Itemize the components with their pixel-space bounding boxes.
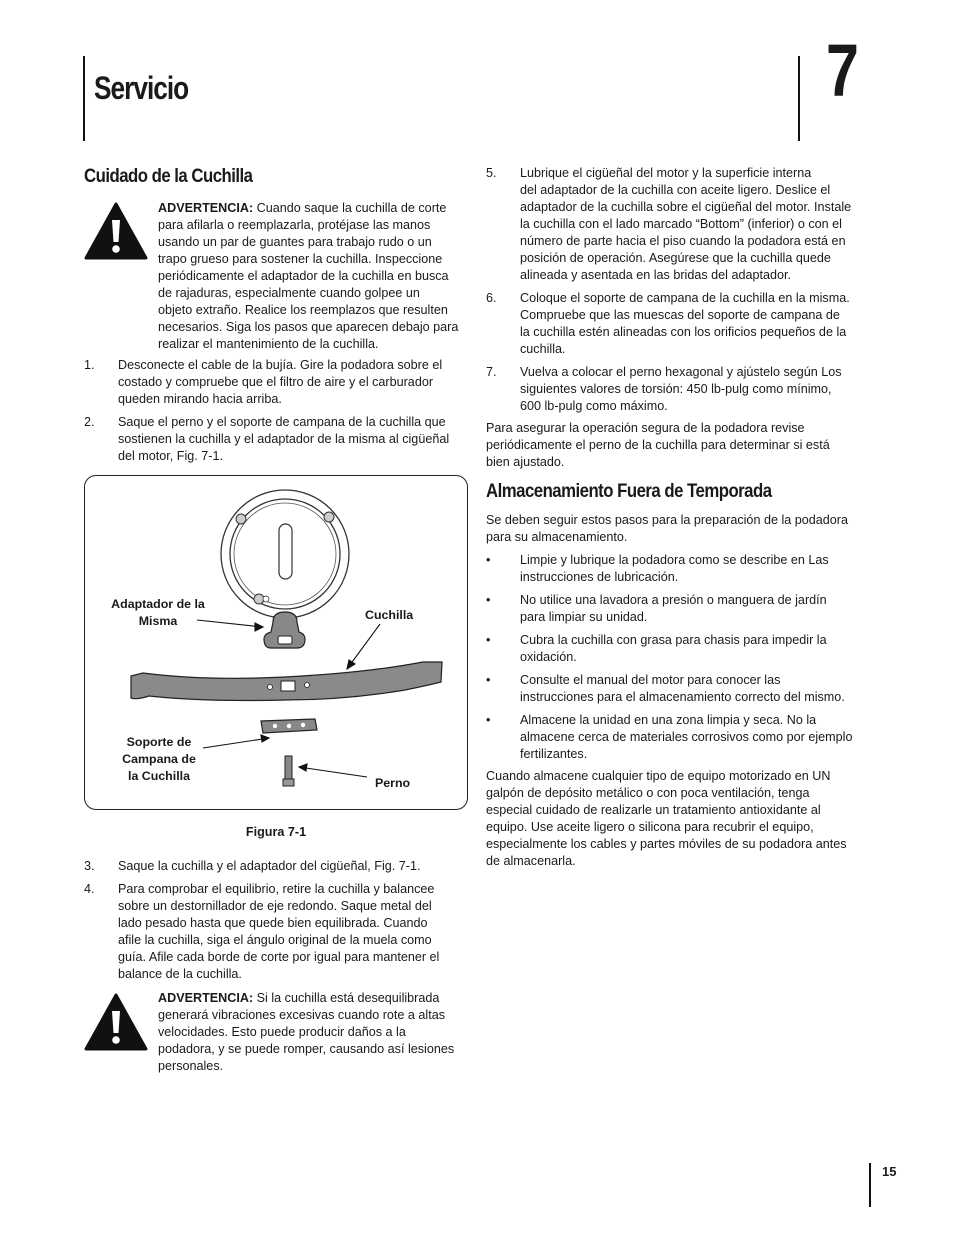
list-marker: 5. [486,166,497,180]
warning-triangle-icon [84,202,148,260]
text-line: Consulte el manual del motor para conocer las [520,673,781,687]
text-line: del adaptador de la cuchilla con aceite ligero. Deslice el [520,183,831,197]
header-rule-left [83,56,85,141]
text-line: para limpiar su unidad. [520,610,648,624]
text-line: guía. Afile cada borde de corte por igual para mantener el [118,950,440,964]
text-line: lado pesado hasta que quede bien equilibrada. Cuando [118,916,428,930]
text-line: No utilice una lavadora a presión o manguera de jardín [520,593,827,607]
text-line: de rajaduras, especialmente cuando golpee un [158,286,420,300]
list-marker: • [486,553,491,567]
warning-text-line [158,990,470,1007]
paragraph-storage-intro [486,512,876,546]
paragraph-storage-closing [486,768,876,870]
bolt-icon [283,756,294,786]
text-line: Desconecte el cable de la bujía. Gire la podadora sobre el [118,358,443,372]
text-line: Cubra la cuchilla con grasa para chasis para impedir la [520,633,827,647]
list-marker: • [486,593,491,607]
text-line: podadora, y se puede romper, causando así lesiones [158,1042,455,1056]
label-soporte: Soporte de Campana de la Cuchilla [122,735,196,783]
text-line: Saque la cuchilla y el adaptador del cigüeñal, Fig. 7-1. [118,859,421,873]
text-line: Cuando almacene cualquier tipo de equipo motorizado en UN [486,769,831,783]
text-line: balance de la cuchilla. [118,967,242,981]
text-line: usando un par de guantes para trabajo rudo o un [158,235,432,249]
list-marker: • [486,713,491,727]
text-line: adaptador de la cuchilla sobre el cigüeñal del motor. Instale [520,200,852,214]
text-line: instrucciones de lubricación. [520,570,679,584]
warning-label: ADVERTENCIA: [158,201,254,215]
text-line: especial cuidado de realizarle un tratamiento antioxidante al [486,803,821,817]
text-line: oxidación. [520,650,577,664]
text-line: periódicamente el perno de la cuchilla para determinar si está [486,438,830,452]
header-rule-right [798,56,800,141]
text-line: Compruebe que las muescas del soporte de campana de [520,308,840,322]
text-line: para afilarla o reemplazarla, protéjase las manos [158,218,431,232]
text-line: costado y compruebe que el filtro de aire y el carburador [118,375,434,389]
list-marker: 2. [84,415,95,429]
list-marker: • [486,633,491,647]
blade-bell-support-icon [261,719,317,733]
text-line: la cuchilla con el lado marcado “Bottom” (inferior) o con el [520,217,842,231]
mower-deck-icon [221,490,349,618]
text-line: personales. [158,1059,224,1073]
text-line: Coloque el soporte de campana de la cuchilla en la misma. [520,291,850,305]
warning-text: Si la cuchilla está desequilibrada [253,991,440,1005]
list-marker: 7. [486,365,497,379]
warning-label: ADVERTENCIA: [158,991,254,1005]
figure-caption: Figura 7-1 [245,825,307,839]
text-line: Vuelva a colocar el perno hexagonal y ajústelo según Los [520,365,842,379]
section-heading-blade-care: Cuidado de la Cuchilla [84,165,253,187]
list-marker: 1. [84,358,95,372]
text-line: del motor, Fig. 7-1. [118,449,223,463]
text-line: equipo. Use aceite ligero o silicona para recubrir el equipo, [486,820,814,834]
paragraph-bolt-check [486,420,876,471]
text-line: Almacene la unidad en una zona limpia y seca. No la [520,713,817,727]
text-line: Lubrique el cigüeñal del motor y la superficie interna [520,166,812,180]
figure-7-1 [84,475,468,810]
label-adaptador: Adaptador de la Misma [111,597,205,628]
list-marker: 3. [84,859,95,873]
text-line: posición de operación. Asegúrese que la cuchilla quede [520,251,831,265]
text-line: sobre un destornillador de eje redondo. Saque metal del [118,899,432,913]
list-marker: 4. [84,882,95,896]
text-line: Para asegurar la operación segura de la podadora revise [486,421,805,435]
label-cuchilla: Cuchilla [365,608,414,622]
blade-icon [131,662,442,701]
list-marker: • [486,673,491,687]
text-line: velocidades. Esto puede producir daños a la [158,1025,406,1039]
text-line: de almacenarla. [486,854,576,868]
text-line: la cuchilla estén alineadas con los orificios pequeños de la [520,325,847,339]
blade-adapter-icon [264,612,305,648]
page-number: 15 [882,1164,897,1179]
section-heading-storage: Almacenamiento Fuera de Temporada [486,480,772,502]
text-line: Para comprobar el equilibrio, retire la cuchilla y balancee [118,882,435,896]
text-line: periódicamente el adaptador de la cuchilla en busca [158,269,449,283]
text-line: especialmente los cables y partes móviles de su podadora antes [486,837,847,851]
text-line: afile la cuchilla, siga el ángulo original de la muela como [118,933,432,947]
warning-text-line [158,200,470,217]
text-line: alineada y asentada en las bridas del adaptador. [520,268,791,282]
text-line: Saque el perno y el soporte de campana de la cuchilla que [118,415,446,429]
footer-rule [869,1163,871,1207]
text-line: objeto extraño. Realice los reemplazos que resulten [158,303,448,317]
text-line: necesarios. Siga los pasos que aparecen debajo para [158,320,459,334]
list-marker: 6. [486,291,497,305]
text-line: para su almacenamiento. [486,530,628,544]
text-line: sostienen la cuchilla y el adaptador de la misma al cigüeñal [118,432,450,446]
text-line: galpón de depósito metálico o con poca ventilación, tenga [486,786,810,800]
text-line: fertilizantes. [520,747,588,761]
text-line: 600 lb-pulg como máximo. [520,399,668,413]
text-line: número de parte hacia el piso cuando la podadora está en [520,234,846,248]
warning-triangle-icon [84,993,148,1051]
text-line: instrucciones para el almacenamiento correcto del mismo. [520,690,845,704]
text-line: queden mirando hacia arriba. [118,392,282,406]
text-line: generará vibraciones excesivas cuando rote a altas [158,1008,446,1022]
text-line: trapo grueso para sostener la cuchilla. Inspeccione [158,252,443,266]
text-line: realizar el mantenimiento de la cuchilla. [158,337,379,351]
chapter-number: 7 [826,29,857,112]
label-perno: Perno [375,776,411,790]
text-line: bien ajustado. [486,455,565,469]
text-line: siguientes valores de torsión: 450 lb-pulg como mínimo, [520,382,832,396]
warning-text: Cuando saque la cuchilla de corte [253,201,447,215]
text-line: almacene cerca de materiales corrosivos como por ejemplo [520,730,853,744]
page-title: Servicio [94,70,189,106]
text-line: Limpie y lubrique la podadora como se describe en Las [520,553,829,567]
text-line: Se deben seguir estos pasos para la preparación de la podadora [486,513,848,527]
text-line: cuchilla. [520,342,566,356]
